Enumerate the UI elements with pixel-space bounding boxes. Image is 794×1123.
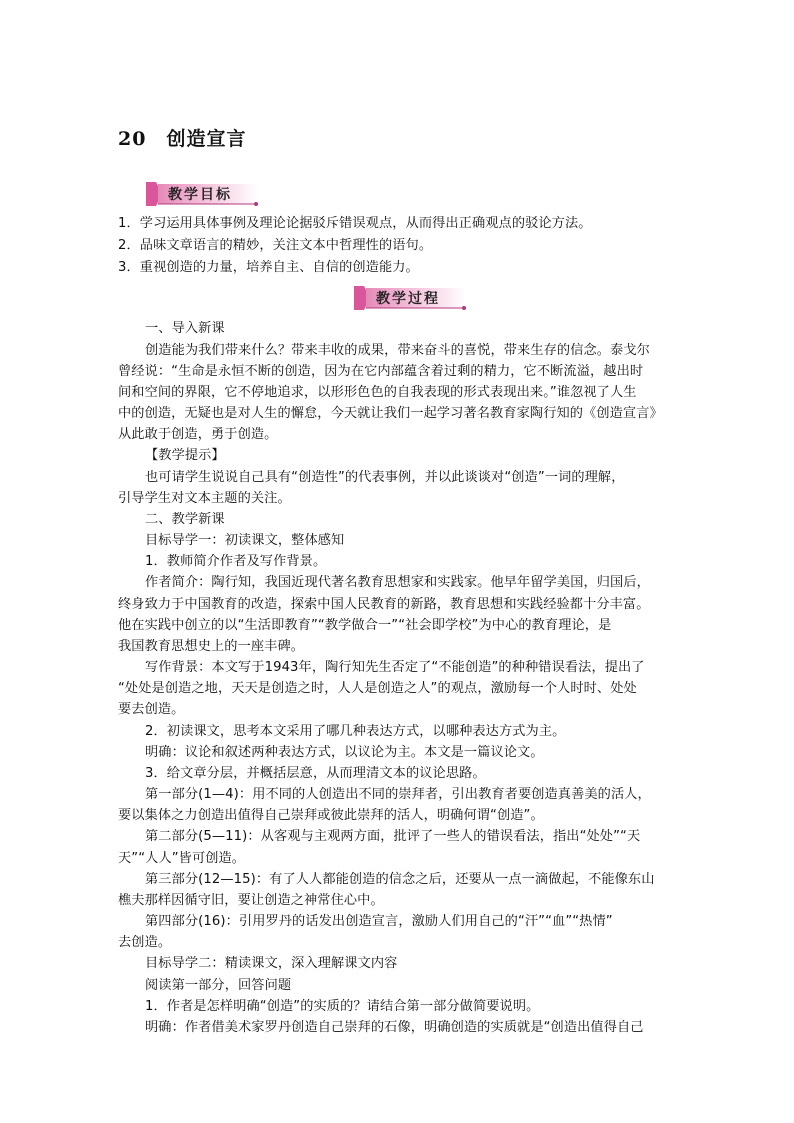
paragraph-line: 第四部分(16)：引用罗丹的话发出创造宣言，激励人们用自己的“汗”“血”“热情” — [145, 914, 613, 929]
goals-banner — [146, 182, 261, 206]
paragraph-line: 要以集体之力创造出值得自己崇拜或彼此崇拜的活人，明确何谓“创造”。 — [118, 808, 544, 823]
paragraph-line: 去创造。 — [118, 935, 172, 950]
paragraph-line: 要去创造。 — [118, 702, 185, 717]
paragraph-line: 引导学生对文本主题的关注。 — [118, 491, 291, 506]
goal-item: 1．学习运用具体事例及理论论据驳斥错误观点，从而得出正确观点的驳论方法。 — [118, 216, 592, 231]
goal-item: 2．品味文章语言的精妙，关注文本中哲理性的语句。 — [118, 238, 433, 253]
paragraph-line: 他在实践中创立的以“生活即教育”“教学做合一”“社会即学校”为中心的教育理论，是 — [118, 618, 612, 633]
paragraph-line: 作者简介：陶行知，我国近现代著名教育思想家和实践家。他早年留学美国，归国后， — [145, 575, 650, 590]
paragraph-line: 明确：作者借美术家罗丹创造自己崇拜的石像，明确创造的实质就是“创造出值得自己 — [145, 1020, 644, 1035]
paragraph-line: 第一部分(1—4)：用不同的人创造出不同的崇拜者，引出教育者要创造真善美的活人， — [145, 787, 651, 802]
paragraph-line: 2．初读课文，思考本文采用了哪几种表达方式，以哪种表达方式为主。 — [145, 724, 566, 739]
paragraph-line: 从此敢于创造，勇于创造。 — [118, 427, 278, 442]
paragraph-line: 曾经说：“生命是永恒不断的创造，因为在它内部蕴含着过剩的精力，它不断流溢，越出时 — [118, 364, 644, 379]
lesson-title — [118, 124, 246, 151]
paragraph-line: 中的创造，无疑也是对人生的懈怠，今天就让我们一起学习著名教育家陶行知的《创造宣言》 — [118, 406, 663, 421]
paragraph-line: 阅读第一部分，回答问题 — [145, 978, 292, 993]
paragraph-line: 3．给文章分层，并概括层意，从而理清文本的议论思路。 — [145, 766, 486, 781]
lesson-number: 20 — [118, 128, 147, 150]
paragraph-line: 第三部分(12—15)：有了人人都能创造的信念之后，还要从一点一滴做起，不能像东山 — [145, 872, 655, 887]
paragraph-line: 间和空间的界限，它不停地追求，以形形色色的自我表现的形式表现出来。”谁忽视了人生 — [118, 385, 637, 400]
goals-banner-label: 教学目标 — [168, 187, 232, 203]
paragraph-line: 写作背景：本文写于1943年，陶行知先生否定了“不能创造”的种种错误看法，提出了 — [145, 660, 645, 675]
paragraph-line: 也可请学生说说自己具有“创造性”的代表事例，并以此谈谈对“创造”一词的理解， — [145, 470, 625, 485]
goal-item: 3．重视创造的力量，培养自主、自信的创造能力。 — [118, 260, 419, 275]
paragraph-line: 创造能为我们带来什么？带来丰收的成果，带来奋斗的喜悦，带来生存的信念。泰戈尔 — [145, 343, 650, 358]
objective-heading: 目标导学二：精读课文，深入理解课文内容 — [145, 956, 398, 971]
objective-heading: 目标导学一：初读课文，整体感知 — [145, 533, 345, 548]
process-banner-label: 教学过程 — [376, 291, 440, 307]
paragraph-line: 我国教育思想史上的一座丰碑。 — [118, 639, 305, 654]
paragraph-line: 1．教师简介作者及写作背景。 — [145, 554, 327, 569]
paragraph-line: 樵夫那样因循守旧，要让创造之神常住心中。 — [118, 893, 384, 908]
paragraph-line: 1．作者是怎样明确“创造”的实质的？请结合第一部分做简要说明。 — [145, 999, 540, 1014]
section-heading: 一、导入新课 — [145, 321, 225, 336]
paragraph-line: 天”“人人”皆可创造。 — [118, 851, 246, 866]
process-banner — [354, 286, 469, 310]
paragraph-line: “处处是创造之地，天天是创造之时，人人是创造之人”的观点，激励每一个人时时、处处 — [118, 681, 637, 696]
paragraph-line: 第二部分(5—11)：从客观与主观两方面，批评了一些人的错误看法，指出“处处”“天 — [145, 829, 641, 844]
section-heading: 二、教学新课 — [145, 512, 225, 527]
paragraph-line: 终身致力于中国教育的改造，探索中国人民教育的新路，教育思想和实践经验都十分丰富。 — [118, 597, 650, 612]
teaching-tip-heading: 【教学提示】 — [145, 448, 225, 463]
paragraph-line: 明确：议论和叙述两种表达方式，以议论为主。本文是一篇议论文。 — [145, 745, 544, 760]
lesson-name: 创造宣言 — [166, 128, 247, 150]
